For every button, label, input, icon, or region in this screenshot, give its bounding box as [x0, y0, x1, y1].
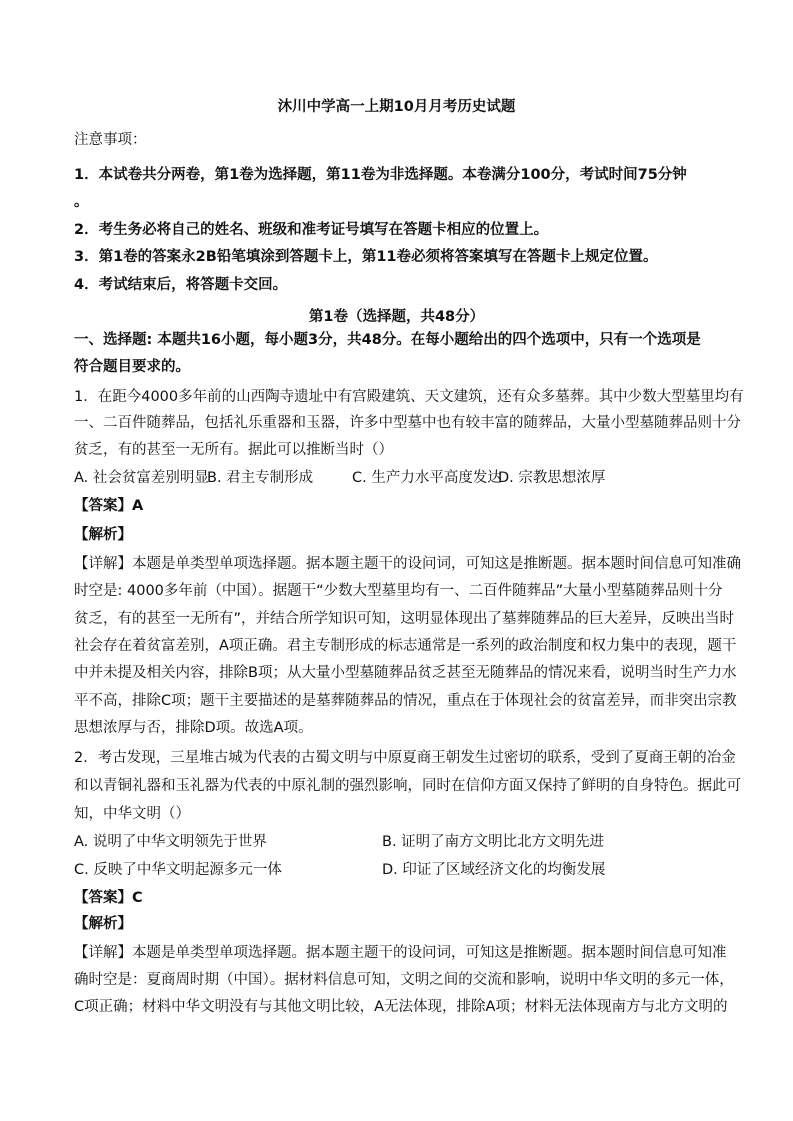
question-1-stem-1: 1．在距今4000多年前的山西陶寺遗址中有宫殿建筑、天文建筑，还有众多墓葬。其中少数大型墓里均有: [74, 389, 744, 405]
question-2-stem-2: 和以青铜礼器和玉礼器为代表的中原礼制的强烈影响，同时在信仰方面又保持了鲜明的自身特色。据此可: [74, 778, 741, 794]
notice-item-3: 3．第1卷的答案永2B铅笔填涂到答题卡上，第11卷必须将答案填写在答题卡上规定位置。: [74, 249, 658, 265]
notice-item-1: 1．本试卷共分两卷，第1卷为选择题，第11卷为非选择题。本卷满分100分，考试时间75分钟: [74, 167, 687, 183]
notice-item-2: 2．考生务必将自己的姓名、班级和准考证号填写在答题卡相应的位置上。: [74, 222, 549, 238]
question-2-detail-2: 确时空是：夏商周时期（中国）。据材料信息可知，文明之间的交流和影响，说明中华文明的多元一体，: [74, 972, 734, 988]
question-1-detail-6: 平不高，排除C项；题干主要描述的是墓葬随葬品的情况，重点在于体现社会的贫富差异，而非突出宗教: [74, 693, 737, 709]
question-1-answer: 【答案】A: [74, 498, 144, 514]
question-1-stem-3: 贫乏，有的甚至一无所有。据此可以推断当时（）: [74, 442, 393, 458]
notice-item-4: 4．考试结束后，将答题卡交回。: [74, 277, 288, 293]
question-2-answer: 【答案】C: [74, 890, 143, 906]
question-2-stem-1: 2．考古发现，三星堆古城为代表的古蜀文明与中原夏商王朝发生过密切的联系，受到了夏商王朝的冶金: [74, 750, 736, 766]
question-2-detail-3: C项正确；材料中华文明没有与其他文明比较，A无法体现，排除A项；材料无法体现南方与北方文明的: [74, 999, 728, 1015]
question-2-option-c: C. 反映了中华文明起源多元一体: [74, 862, 282, 878]
notice-item-1-tail: 。: [74, 194, 89, 210]
question-1-analysis-label: 【解析】: [74, 527, 132, 543]
question-1-detail-5: 中并未提及相关内容，排除B项；从大量小型墓随葬品贫乏甚至无随葬品的情况来看，说明当时生产力水: [74, 665, 737, 681]
question-2-analysis-label: 【解析】: [74, 916, 132, 932]
question-1-option-b: B. 君主专制形成: [207, 470, 314, 486]
question-1-detail-4: 社会存在着贫富差别，A项正确。君主专制形成的标志通常是一系列的政治制度和权力集中的表现，题干: [74, 638, 737, 654]
notice-heading: 注意事项：: [74, 132, 147, 148]
section-instruction-2: 符合题目要求的。: [74, 359, 190, 375]
question-2-stem-3: 知，中华文明（）: [74, 806, 190, 822]
question-1-detail-2: 时空是: 4000多年前（中国）。据题干“少数大型墓里均有一、二百件随葬品”大量小型墓随葬品则十分: [74, 583, 723, 599]
question-1-detail-3: 贫乏，有的甚至一无所有”，并结合所学知识可知，这明显体现出了墓葬随葬品的巨大差异，反映出当时: [74, 611, 735, 627]
question-2-detail-1: 【详解】本题是单类型单项选择题。据本题主题干的设问词，可知这是推断题。据本题时间信息可知准: [74, 945, 727, 961]
question-2-option-a: A. 说明了中华文明领先于世界: [74, 834, 267, 850]
question-1-option-a: A. 社会贫富差别明显: [74, 470, 209, 486]
question-1-detail-1: 【详解】本题是单类型单项选择题。据本题主题干的设问词，可知这是推断题。据本题时间信息可知准确: [74, 556, 741, 572]
section-instruction-1: 一、选择题: 本题共16小题，每小题3分，共48分。在每小题给出的四个选项中，只有一个选项是: [74, 332, 701, 348]
question-1-detail-7: 思想浓厚与否，排除D项。故选A项。: [74, 720, 313, 736]
page-title: 沐川中学高一上期10月月考历史试题: [277, 99, 516, 115]
question-1-option-c: C. 生产力水平高度发达: [352, 470, 502, 486]
question-2-option-b: B. 证明了南方文明比北方文明先进: [382, 834, 605, 850]
question-1-stem-2: 一、二百件随葬品，包括礼乐重器和玉器，许多中型墓中也有较丰富的随葬品，大量小型墓随葬品则十分: [74, 415, 741, 431]
question-1-option-d: D. 宗教思想浓厚: [498, 470, 606, 486]
question-2-option-d: D. 印证了区域经济文化的均衡发展: [382, 862, 606, 878]
section-title: 第1卷（选择题，共48分）: [308, 309, 485, 325]
